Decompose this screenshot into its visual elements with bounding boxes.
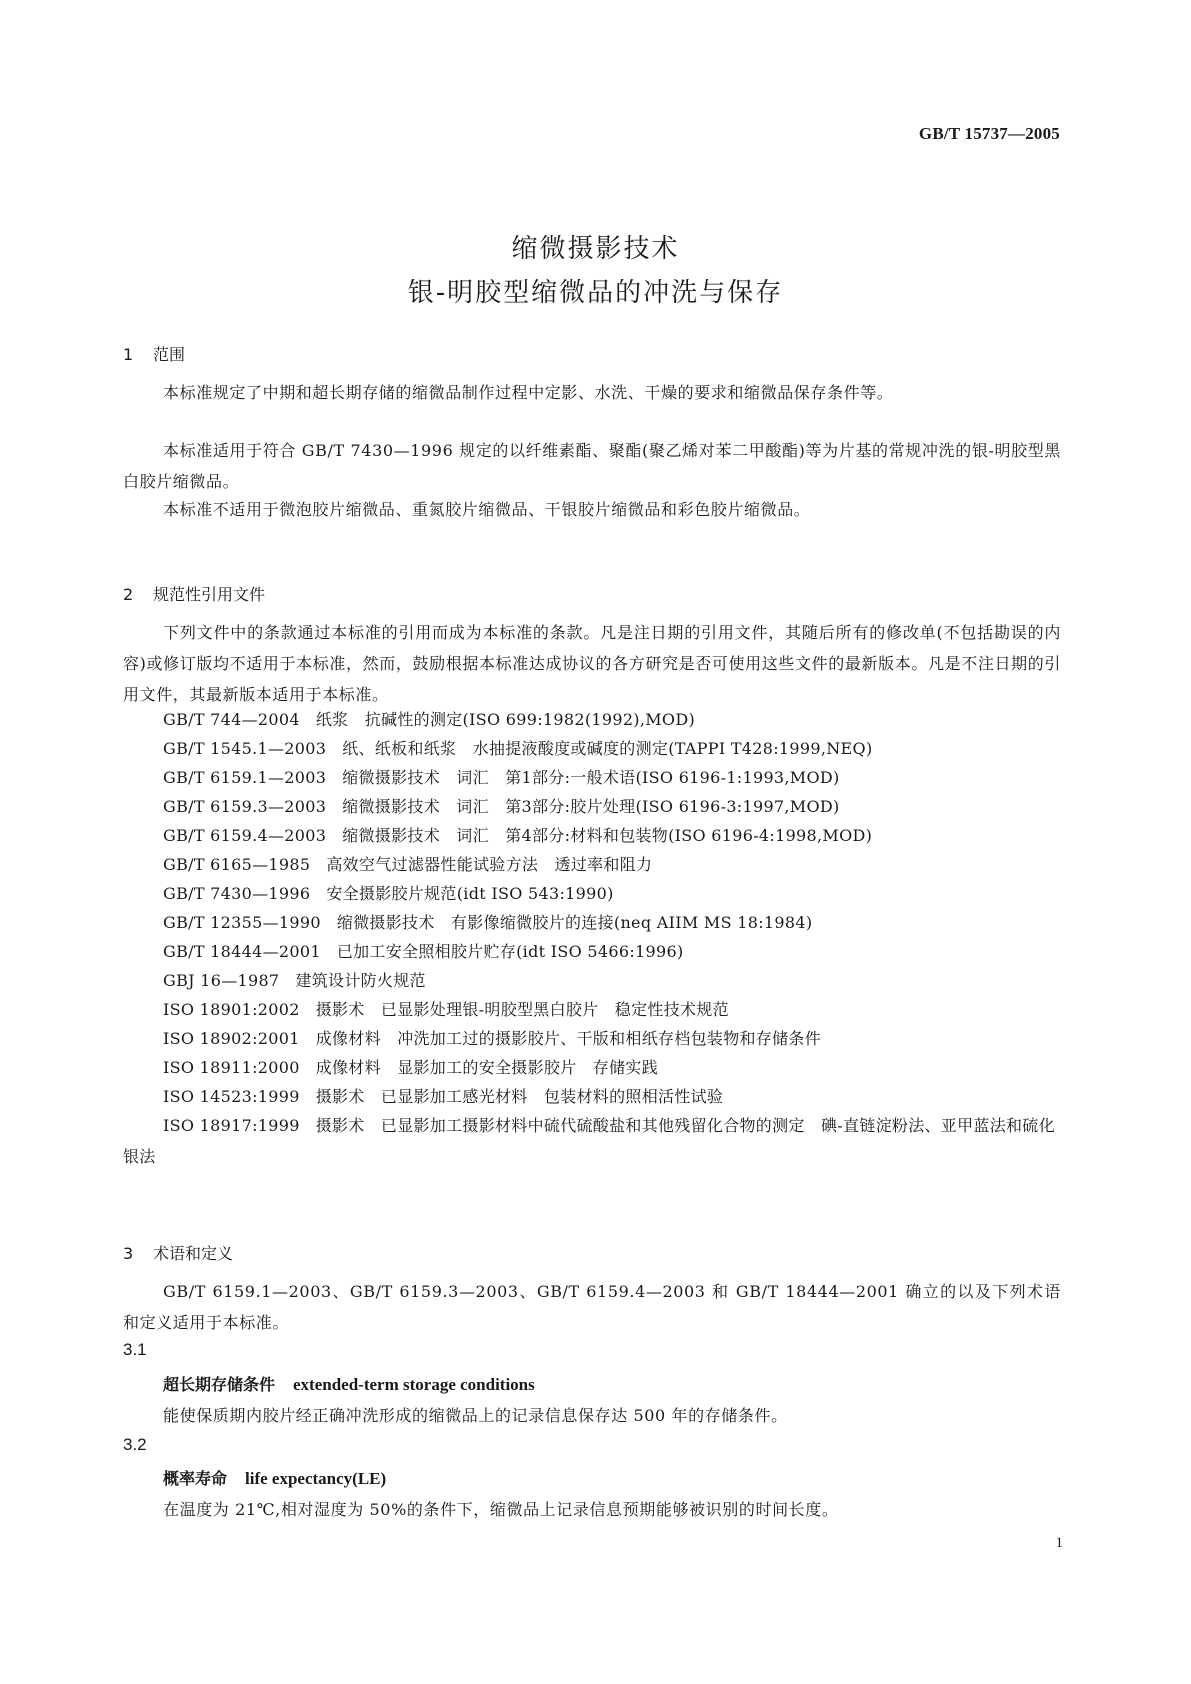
reference-item: GB/T 12355—1990 缩微摄影技术 有影像缩微胶片的连接(neq AIIM MS 18:1984) [163,913,813,932]
section-1-paragraph-2: 本标准适用于符合 GB/T 7430—1996 规定的以纤维素酯、聚酯(聚乙烯对苯二甲酸酯)等为片基的常规冲洗的银-明胶型黑白胶片缩微品。 [123,441,1061,491]
reference-item: ISO 18902:2001 成像材料 冲洗加工过的摄影胶片、干版和相纸存档包装物和存储条件 [163,1029,822,1048]
reference-item: GB/T 6159.1—2003 缩微摄影技术 词汇 第1部分:一般术语(ISO 6196-1:1993,MOD) [163,768,840,787]
reference-item: GB/T 6165—1985 高效空气过滤器性能试验方法 透过率和阻力 [163,855,653,874]
term-definition: 能使保质期内胶片经正确冲洗形成的缩微品上的记录信息保存达 500 年的存储条件。 [163,1406,788,1425]
term-heading [163,1466,386,1489]
reference-item: GB/T 7430—1996 安全摄影胶片规范(idt ISO 543:1990) [163,884,614,903]
section-title: 规范性引用文件 [153,585,266,604]
reference-item: ISO 18911:2000 成像材料 显影加工的安全摄影胶片 存储实践 [163,1058,659,1077]
document-code: GB/T 15737—2005 [918,124,1060,143]
clause-number: 3.1 [123,1340,147,1359]
term-definition: 在温度为 21℃,相对湿度为 50%的条件下，缩微品上记录信息预期能够被识别的时间长度。 [163,1500,839,1519]
section-2-heading [123,582,265,605]
term-chinese: 超长期存储条件 [163,1375,276,1394]
section-title: 术语和定义 [153,1244,234,1263]
reference-item: GB/T 6159.3—2003 缩微摄影技术 词汇 第3部分:胶片处理(ISO 6196-3:1997,MOD) [163,797,840,816]
document-title-line-1: 缩微摄影技术 [511,234,680,264]
section-1-paragraph-3: 本标准不适用于微泡胶片缩微品、重氮胶片缩微品、干银胶片缩微品和彩色胶片缩微品。 [163,500,811,519]
reference-item: GB/T 1545.1—2003 纸、纸板和纸浆 水抽提液酸度或碱度的测定(TAPPI T428:1999,NEQ) [163,739,873,758]
reference-item: GB/T 744—2004 纸浆 抗碱性的测定(ISO 699:1982(1992),MOD) [163,710,695,729]
term-chinese: 概率寿命 [163,1469,228,1488]
section-3-intro: GB/T 6159.1—2003、GB/T 6159.3—2003、GB/T 6159.4—2003 和 GB/T 18444—2001 确立的以及下列术语和定义适用于本标准。 [123,1282,1061,1332]
section-2-intro: 下列文件中的条款通过本标准的引用而成为本标准的条款。凡是注日期的引用文件，其随后所有的修改单(不包括勘误的内容)或修订版均不适用于本标准，然而，鼓励根据本标准达成协议的各方研究是否可使用这些文件的最新版本。凡是不注日期的引用文件，其最新版本适用于本标准。 [123,623,1061,704]
clause-number: 3.2 [123,1435,147,1454]
page-number: 1 [1055,1535,1063,1551]
section-title: 范围 [153,345,186,364]
document-title-line-2: 银-明胶型缩微品的冲洗与保存 [407,278,784,308]
section-3-heading [123,1241,233,1264]
reference-item: GBJ 16—1987 建筑设计防火规范 [163,971,426,990]
term-english: life expectancy(LE) [245,1469,387,1488]
section-number: 1 [123,345,134,364]
section-number: 2 [123,585,134,604]
section-1-paragraph-1: 本标准规定了中期和超长期存储的缩微品制作过程中定影、水洗、干燥的要求和缩微品保存条件等。 [163,383,894,402]
term-english: extended-term storage conditions [293,1375,535,1394]
term-heading [163,1372,535,1395]
section-1-heading [123,342,185,365]
reference-item: ISO 14523:1999 摄影术 已显影加工感光材料 包装材料的照相活性试验 [163,1087,724,1106]
reference-item: GB/T 18444—2001 已加工安全照相胶片贮存(idt ISO 5466:1996) [163,942,684,961]
reference-item: ISO 18901:2002 摄影术 已显影处理银-明胶型黑白胶片 稳定性技术规范 [163,1000,729,1019]
reference-item: ISO 18917:1999 摄影术 已显影加工摄影材料中硫代硫酸盐和其他残留化合物的测定 碘-直链淀粉法、亚甲蓝法和硫化银法 [123,1116,1055,1166]
section-number: 3 [123,1244,134,1263]
reference-item: GB/T 6159.4—2003 缩微摄影技术 词汇 第4部分:材料和包装物(ISO 6196-4:1998,MOD) [163,826,873,845]
